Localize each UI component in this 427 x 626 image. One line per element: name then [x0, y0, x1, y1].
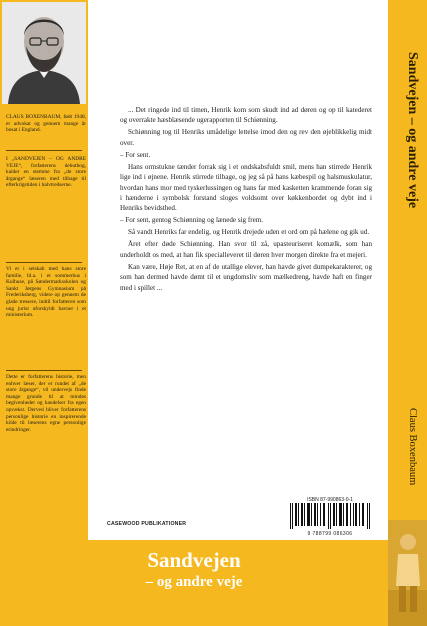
excerpt-paragraph: Året efter døde Schiønning. Han svor til zå, upasteuriseret komælk, som han underholdt os med, at han fik specialleveret til døren hver morgen direkte fra et mejeri. — [120, 240, 372, 259]
publisher-name: CASEWOOD PUBLIKATIONER — [107, 521, 187, 527]
book-summary: Dette er forfatterens historie, men enhver læser, der er rundet af „de store årgange“, vil undervejs finde mange grunde til at mindes begivenheder og handelser fra egen opvækst. Derved bliver forfatterens personlige historie en inspirerende kilde til læserens egne personlige erindringer. — [6, 374, 86, 433]
back-cover-left-column — [0, 0, 88, 540]
excerpt-paragraph: ... Det ringede ind til timen, Henrik kom som skudt ind ad døren og op til katederet og overrakte hæsblæsende ugerapporten til Schiønning. — [120, 106, 372, 125]
excerpt-paragraph: – For sent, gentog Schiønning og lænede sig frem. — [120, 216, 264, 225]
excerpt-paragraph: Kan være, Høje Ret, at en af de utallige elever, han havde givet dumpekarakterer, og som han dermed havde dømt til et ungdomsliv som mælkedreng, havde haft en finger med i spillet ... — [120, 262, 372, 292]
book-setting: Vi er i selskab med hans store familie, bl.a. i et sommerhus i Kulhuse, på Søndermarksskolen og Sankt Jørgens Gymnasium på Frederiksberg, videre op gennem de glade tressere, indtil forfatteren som ung jurist uforskyldt havner i et ministerium. — [6, 266, 86, 319]
bio-divider — [6, 150, 82, 151]
excerpt-paragraph: Schiønning tog til Henriks umådelige lettelse imod den og rev den øjeblikkelig midt over. — [120, 128, 372, 147]
spine-author: Claus Boxenbaum — [407, 408, 418, 486]
barcode-number: 9 788799 086306 — [307, 531, 353, 537]
barcode-icon — [289, 503, 371, 529]
isbn-label: ISBN 87-990863-0-1 — [307, 497, 353, 503]
cover-title: Sandvejen — [147, 548, 241, 572]
excerpt-paragraph: Så vandt Henriks far endelig, og Henrik drejede uden et ord om på hælene og gik ud. — [128, 228, 370, 237]
bio-divider — [6, 370, 82, 371]
spine-photo — [388, 520, 427, 626]
book-spine — [388, 0, 427, 626]
child-photo-icon — [388, 520, 427, 626]
author-photo — [2, 2, 86, 104]
author-portrait-icon — [2, 2, 86, 104]
spine-title: Sandvejen – og andre veje — [405, 52, 420, 209]
cover-subtitle: – og andre veje — [145, 574, 243, 590]
bio-divider — [6, 262, 82, 263]
excerpt-paragraph: – For sent. — [120, 150, 151, 159]
book-excerpt — [120, 105, 372, 295]
book-intro: I „SANDVEJEN – OG ANDRE VEJE“, forfatterens debutbog, kalder en stemme fra „de store årgange“ læseren med tilbage til efterkrigstiden i halvtredserne. — [6, 156, 86, 189]
author-bio: CLAUS BOXENBAUM, født 1948, er advokat og gennem mange år bosat i England. — [6, 114, 86, 134]
excerpt-paragraph: Hans ormstukne tænder forrak sig i et ondskabsfuldt smil, mens han stirrede Henrik lige ind i øjnene. Henrik stirrede tilbage, og jeg så på hans kæbespil og halsmuskulatur, hvordan hans mor med tyskerlussingen og hans far med kasketten krammende foran sig i hænderne i symbolsk forstand sloges voldsomt over køkkenbordet og dybt ind i Henriks bevidsthed. — [120, 162, 372, 213]
